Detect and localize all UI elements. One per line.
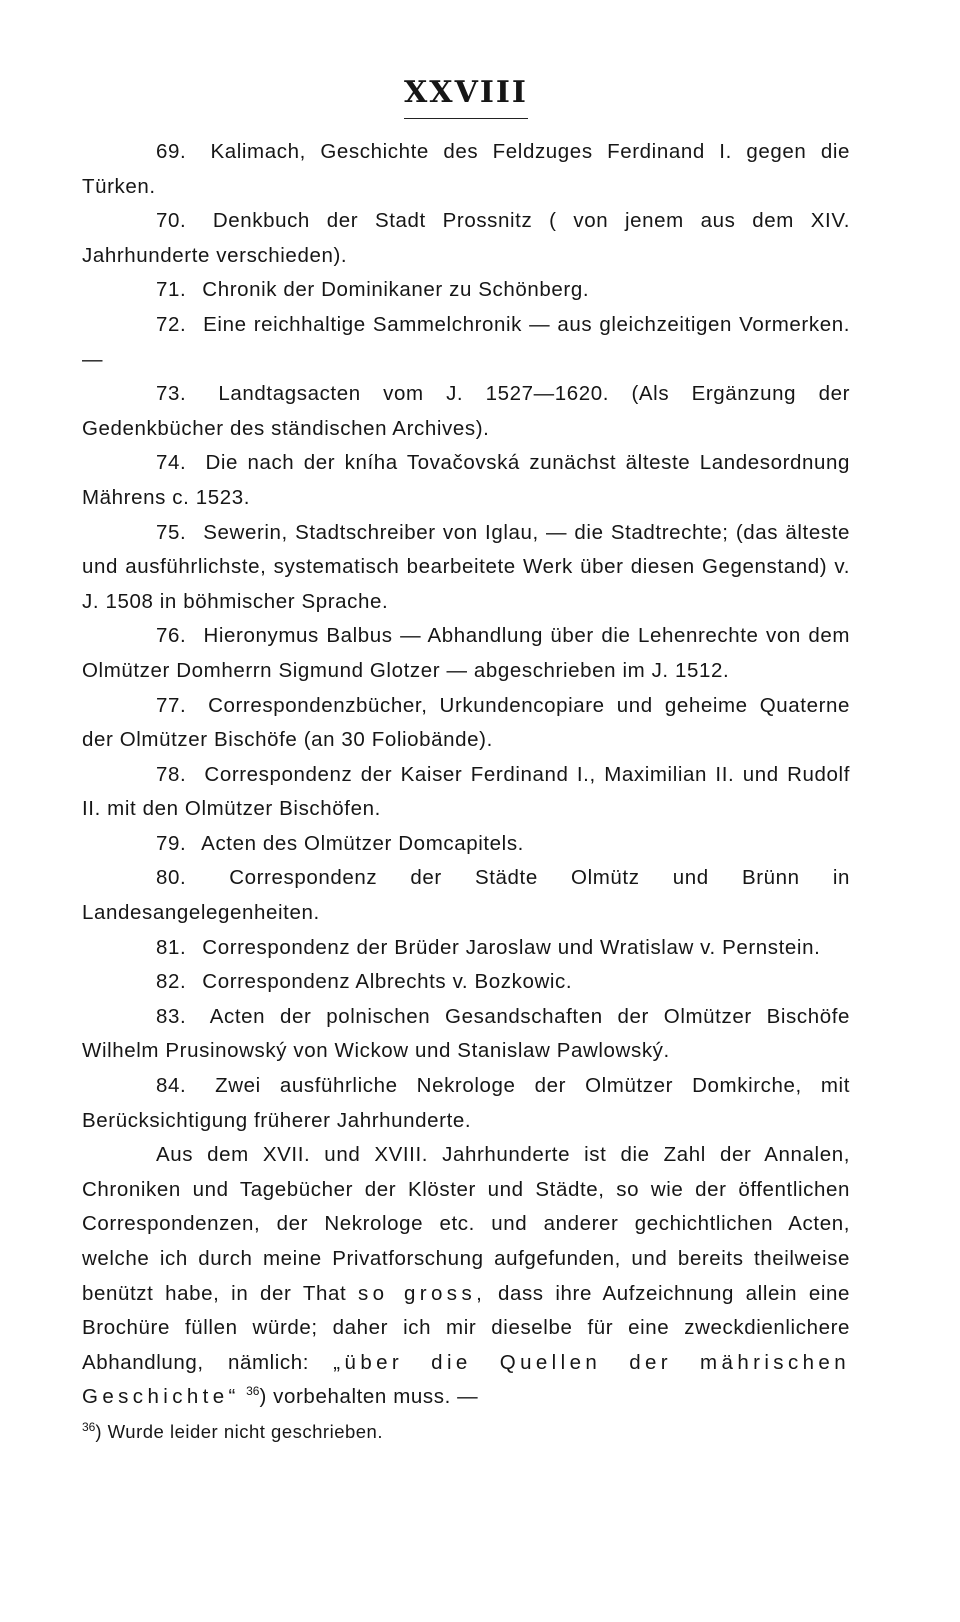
entry-number: 81.	[156, 935, 187, 959]
list-item	[82, 965, 850, 1000]
list-item	[82, 446, 850, 515]
list-item	[82, 1069, 850, 1138]
header-rule	[404, 118, 528, 119]
list-item	[82, 135, 850, 204]
entry-number: 73.	[156, 382, 187, 406]
entry-number: 69.	[156, 140, 187, 163]
list-item	[82, 204, 850, 273]
footnote-mark: 36	[82, 1419, 96, 1434]
entry-text: Correspondenz der Städte Olmütz und Brünn in Landesangelegenheiten.	[82, 866, 850, 925]
document-page	[82, 74, 850, 1447]
entry-number: 83.	[156, 1004, 187, 1028]
entry-number: 77.	[156, 693, 187, 717]
entry-text: Correspondenzbücher, Urkundencopiare und geheime Quaterne der Olmützer Bischöfe (an 30 Foliobände).	[82, 693, 850, 752]
entry-number: 75.	[156, 520, 187, 544]
list-item	[82, 308, 850, 377]
emphasis-so-gross: so gross,	[358, 1281, 487, 1305]
entry-text: Correspondenz Albrechts v. Bozkowic.	[202, 970, 573, 994]
list-item	[82, 273, 850, 308]
entry-number: 72.	[156, 312, 187, 336]
entry-text: Zwei ausführliche Nekrologe der Olmützer Domkirche, mit Berücksichtigung früherer Jahrhunderte.	[82, 1074, 851, 1132]
entry-number: 82.	[156, 970, 187, 994]
entry-text: Correspondenz der Kaiser Ferdinand I., Maximilian II. und Rudolf II. mit den Olmützer Bischöfen.	[82, 762, 851, 821]
entry-number: 80.	[156, 866, 187, 890]
entry-text: Die nach der kníha Tovačovská zunächst älteste Landesordnung Mährens c. 1523.	[82, 451, 850, 509]
page-numeral: XXVIII	[404, 75, 528, 110]
entry-number: 70.	[156, 209, 187, 233]
body-text	[82, 135, 850, 1415]
entry-number: 79.	[156, 831, 187, 855]
entry-text: Acten des Olmützer Domcapitels.	[201, 831, 524, 855]
entry-text: Kalimach, Geschichte des Feldzuges Ferdinand I. gegen die Türken.	[82, 140, 850, 198]
closing-text-part3: ) vorbehalten muss. —	[259, 1385, 479, 1409]
entry-text: Acten der polnischen Gesandschaften der Olmützer Bischöfe Wilhelm Prusinowský von Wickow und Stanislaw Pawlowský.	[82, 1004, 850, 1063]
entry-text: Eine reichhaltige Sammelchronik — aus gleichzeitigen Vormerken. —	[82, 312, 850, 371]
entry-text: Chronik der Dominikaner zu Schönberg.	[202, 278, 590, 302]
closing-text-part1: Aus dem XVII. und XVIII. Jahrhunderte ist die Zahl der Annalen, Chroniken und Tagebücher der Klöster und Städte, so wie der öffentlichen Correspondenzen, der Nekrologe etc. und anderer gechichtlichen Acten, welche ich durch meine Privatforschung aufgefunden, und bereits theilweise benützt habe, in der That	[82, 1143, 850, 1305]
footnote	[82, 1417, 850, 1447]
list-item	[82, 689, 850, 758]
list-item	[82, 861, 850, 930]
footnote-reference: 36	[246, 1384, 260, 1399]
entry-number: 71.	[156, 278, 187, 302]
entry-text: Hieronymus Balbus — Abhandlung über die Lehenrechte von dem Olmützer Domherrn Sigmund Glotzer — abgeschrieben im J. 1512.	[82, 624, 851, 682]
list-item	[82, 377, 850, 446]
entry-text: Sewerin, Stadtschreiber von Iglau, — die Stadtrechte; (das älteste und ausführlichste, systematisch bearbeitete Werk über diesen Gegenstand) v. J. 1508 in böhmischer Sprache.	[82, 520, 850, 613]
source-list	[82, 135, 850, 1138]
list-item	[82, 516, 850, 620]
list-item	[82, 619, 850, 688]
entry-text: Correspondenz der Brüder Jaroslaw und Wratislaw v. Pernstein.	[202, 935, 821, 959]
entry-text: Landtagsacten vom J. 1527—1620. (Als Ergänzung der Gedenkbücher des ständischen Archives).	[82, 382, 851, 440]
entry-number: 76.	[156, 624, 187, 648]
list-item	[82, 758, 850, 827]
entry-number: 78.	[156, 762, 187, 786]
emphasis-quellen-title: „über die Quellen der mährischen Geschichte“	[82, 1350, 850, 1409]
entry-text: Denkbuch der Stadt Prossnitz ( von jenem aus dem XIV. Jahrhunderte verschieden).	[82, 209, 851, 267]
list-item	[82, 1000, 850, 1069]
closing-text-part2: dass ihre Aufzeichnung allein eine Brochüre füllen würde; daher ich mir dieselbe für eine zweckdienlichere Abhandlung, nämlich:	[82, 1281, 851, 1374]
footnote-text: ) Wurde leider nicht geschrieben.	[95, 1420, 383, 1442]
closing-paragraph	[82, 1138, 850, 1415]
entry-number: 84.	[156, 1074, 187, 1098]
list-item	[82, 931, 850, 966]
list-item	[82, 827, 850, 862]
entry-number: 74.	[156, 451, 187, 475]
